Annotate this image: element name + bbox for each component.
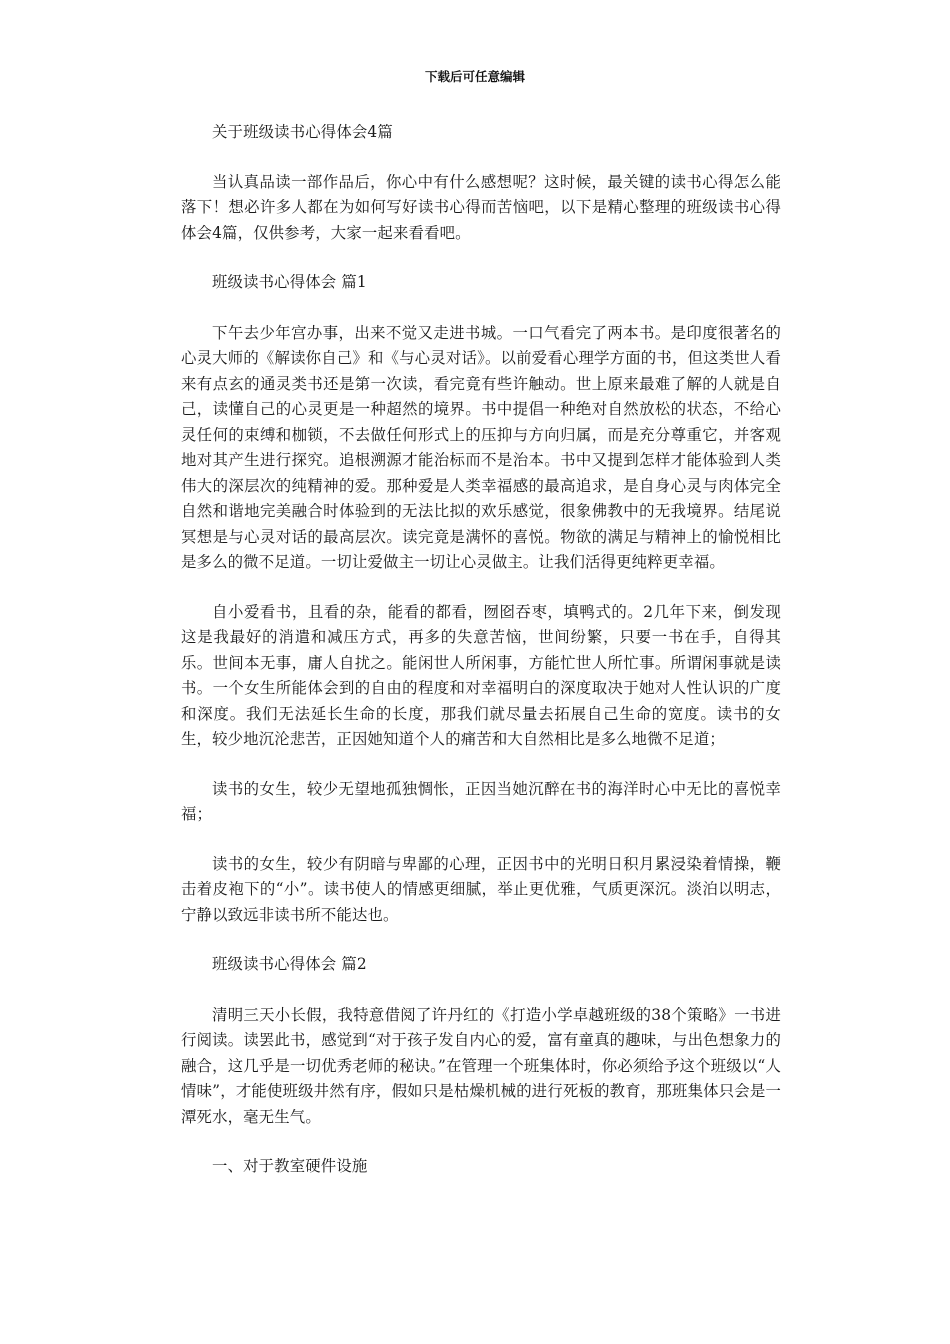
section-1-paragraph: 自小爱看书，且看的杂，能看的都看，囫囵吞枣，填鸭式的。2几年下来，倒发现这是我最好的消遣和减压方式，再多的失意苦恼，世间纷繁，只要一书在手，自得其乐。世间本无事，庸人自扰之。能闲世人所闲事，方能忙世人所忙事。所谓闲事就是读书。一个女生所能体会到的自由的程度和对幸福明白的深度取决于她对人性认识的广度和深度。我们无法延长生命的长度，那我们就尽量去拓展自己生命的宽度。读书的女生，较少地沉沦悲苦，正因她知道个人的痛苦和大自然相比是多么地微不足道； <box>181 602 781 748</box>
section-2-paragraph: 清明三天小长假，我特意借阅了许丹红的《打造小学卓越班级的38个策略》一书进行阅读。读罢此书，感觉到“对于孩子发自内心的爱，富有童真的趣味，与出色想象力的融合，这几乎是一切优秀老师的秘诀。”在管理一个班集体时，你必须给予这个班级以“人情味”，才能使班级井然有序，假如只是枯燥机械的进行死板的教育，那班集体只会是一潭死水，毫无生气。 <box>181 1005 781 1126</box>
document-body <box>181 120 781 1180</box>
section-2-subheading: 一、对于教室硬件设施 <box>212 1157 368 1175</box>
document-title: 关于班级读书心得体会4篇 <box>212 123 393 141</box>
section-1-heading: 班级读书心得体会 篇1 <box>212 273 367 291</box>
section-1-paragraph: 读书的女生，较少有阴暗与卑鄙的心理，正因书中的光明日积月累浸染着情操，鞭击着皮袍下的“小”。读书使人的情感更细腻，举止更优雅，气质更深沉。淡泊以明志，宁静以致远非读书所不能达也。 <box>181 854 781 924</box>
section-1-paragraph: 读书的女生，较少无望地孤独惆怅，正因当她沉醉在书的海洋时心中无比的喜悦幸福； <box>181 779 781 823</box>
section-2-heading: 班级读书心得体会 篇2 <box>212 955 367 973</box>
page-header: 下载后可任意编辑 <box>424 69 525 84</box>
intro-paragraph: 当认真品读一部作品后，你心中有什么感想呢？这时候，最关键的读书心得怎么能落下！想必许多人都在为如何写好读书心得而苦恼吧，以下是精心整理的班级读书心得体会4篇，仅供参考，大家一起来看看吧。 <box>181 172 781 242</box>
section-1-paragraph: 下午去少年宫办事，出来不觉又走进书城。一口气看完了两本书。是印度很著名的心灵大师的《解读你自己》和《与心灵对话》。以前爱看心理学方面的书，但这类世人看来有点玄的通灵类书还是第一次读，看完竟有些许触动。世上原来最难了解的人就是自己，读懂自己的心灵更是一种超然的境界。书中提倡一种绝对自然放松的状态，不给心灵任何的束缚和枷锁，不去做任何形式上的压抑与方向归属，而是充分尊重它，并客观地对其产生进行探究。追根溯源才能治标而不是治本。书中又提到怎样才能体验到人类伟大的深层次的纯精神的爱。那种爱是人类幸福感的最高追求，是自身心灵与肉体完全自然和谐地完美融合时体验到的无法比拟的欢乐感觉，很象佛教中的无我境界。结尾说冥想是与心灵对话的最高层次。读完竟是满怀的喜悦。物欲的满足与精神上的愉悦相比是多么的微不足道。一切让爱做主一切让心灵做主。让我们活得更纯粹更幸福。 <box>181 323 781 571</box>
